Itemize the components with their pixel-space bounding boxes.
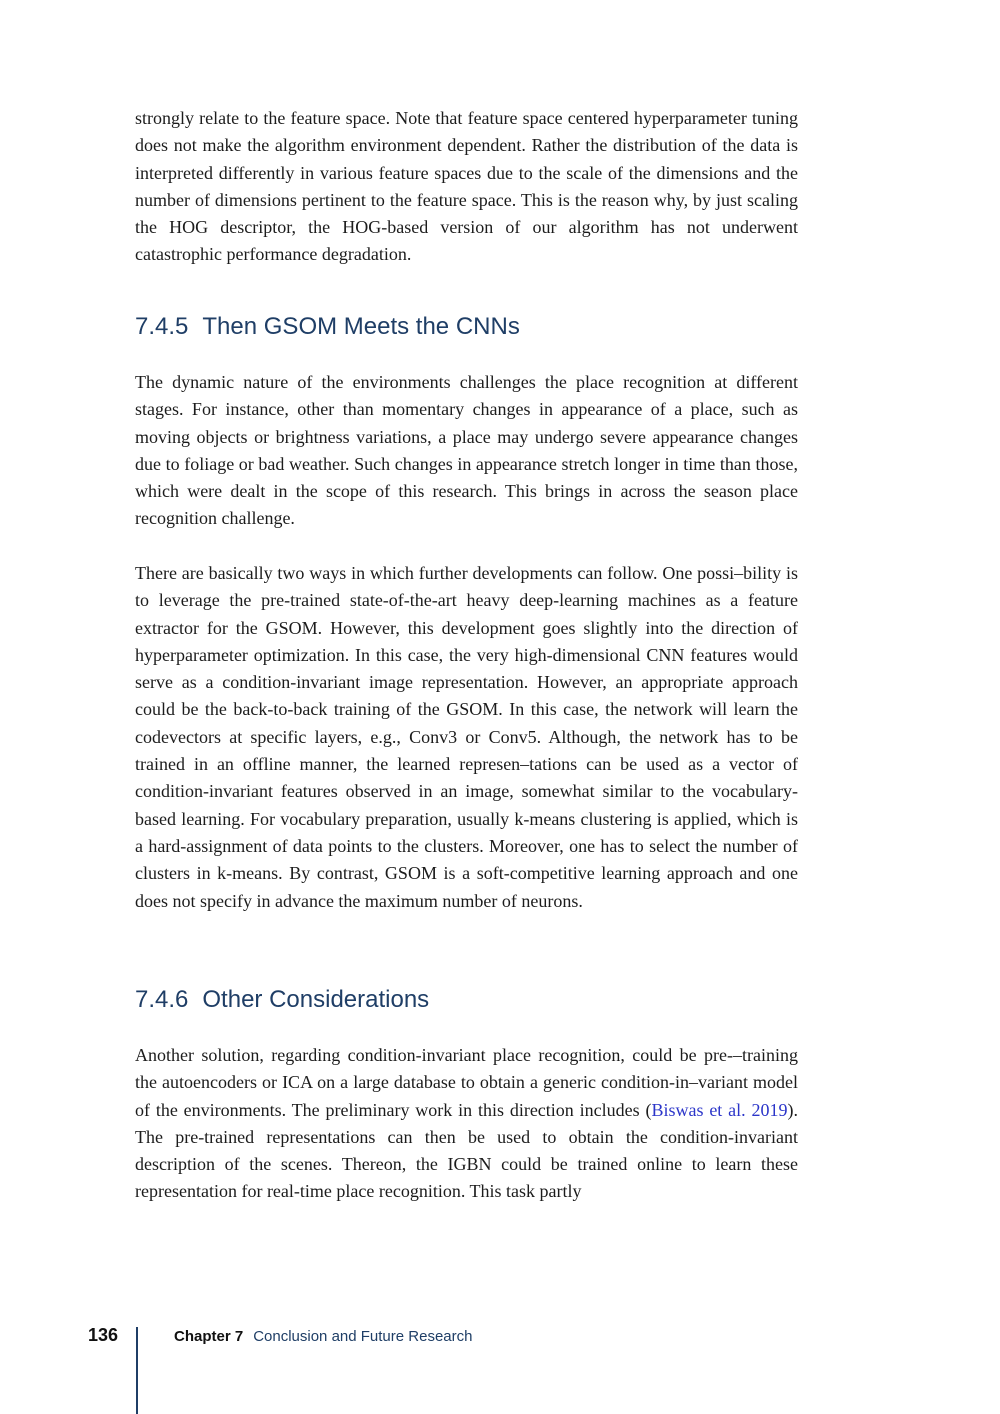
chapter-title: Conclusion and Future Research	[253, 1328, 473, 1345]
section-heading-7-4-6	[135, 985, 798, 1015]
page-number: 136	[88, 1325, 119, 1345]
section-heading-7-4-5	[135, 312, 798, 342]
paragraph-further-developments: There are basically two ways in which further developments can follow. One possi–bility is to leverage the pre-trained state-of-the-art heavy deep-learning machines as a feature extractor for the GSOM. However, this development goes slightly into the direction of hyperparameter optimization. In this case, the very high-dimensional CNN features would serve as a condition-invariant image representation. However, an appropriate approach could be the back-to-back training of the GSOM. In this case, the network will learn the codevectors at specific layers, e.g., Conv3 or Conv5. Although, the network has to be trained in an offline manner, the learned represen–tations can be used as a vector of condition-invariant features observed in an image, somewhat similar to the vocabulary-based learning. For vocabulary preparation, usually k-means clustering is applied, which is a hard-assignment of data points to the clusters. Moreover, one has to select the number of clusters in k-means. By contrast, GSOM is a soft-competitive learning approach and one does not specify in advance the maximum number of neurons.	[135, 563, 798, 911]
running-footer	[174, 1328, 472, 1345]
citation-link[interactable]: Biswas et al. 2019	[651, 1099, 788, 1120]
section-title: Other Considerations	[202, 986, 430, 1013]
section-title: Then GSOM Meets the CNNs	[202, 313, 520, 340]
paragraph-text: Another solution, regarding condition-invariant place recognition, could be pre-–training the autoencoders or ICA on a large database to obtain a generic condition-in–variant model of the environments. The preliminary work in this direction includes (	[135, 1045, 798, 1120]
paragraph-other-considerations	[135, 1042, 798, 1206]
paragraph-dynamic-environments: The dynamic nature of the environments challenges the place recognition at different stages. For instance, other than momentary changes in appearance of a place, such as moving objects or brightness variations, a place may undergo severe appearance changes due to foliage or bad weather. Such changes in appearance stretch longer in time than those, which were dealt in the scope of this research. This brings in across the season place recognition challenge.	[135, 372, 798, 529]
section-number: 7.4.6	[135, 986, 189, 1013]
footer-divider	[136, 1327, 138, 1414]
paragraph-continued: strongly relate to the feature space. Note that feature space centered hyperparameter tuning does not make the algorithm environment dependent. Rather the distribution of the data is interpreted differently in various feature spaces due to the scale of the dimensions and the number of dimensions pertinent to the feature space. This is the reason why, by just scaling the HOG descriptor, the HOG-based version of our algorithm has not underwent catastrophic performance degradation.	[135, 108, 798, 265]
chapter-label: Chapter 7	[174, 1328, 244, 1345]
paragraph-text: ). The pre-trained representations can then be used to obtain the condition-invariant description of the scenes. Thereon, the IGBN could be trained online to learn these representation for real-time place recognition. This task partly	[135, 1099, 798, 1202]
section-number: 7.4.5	[135, 313, 189, 340]
